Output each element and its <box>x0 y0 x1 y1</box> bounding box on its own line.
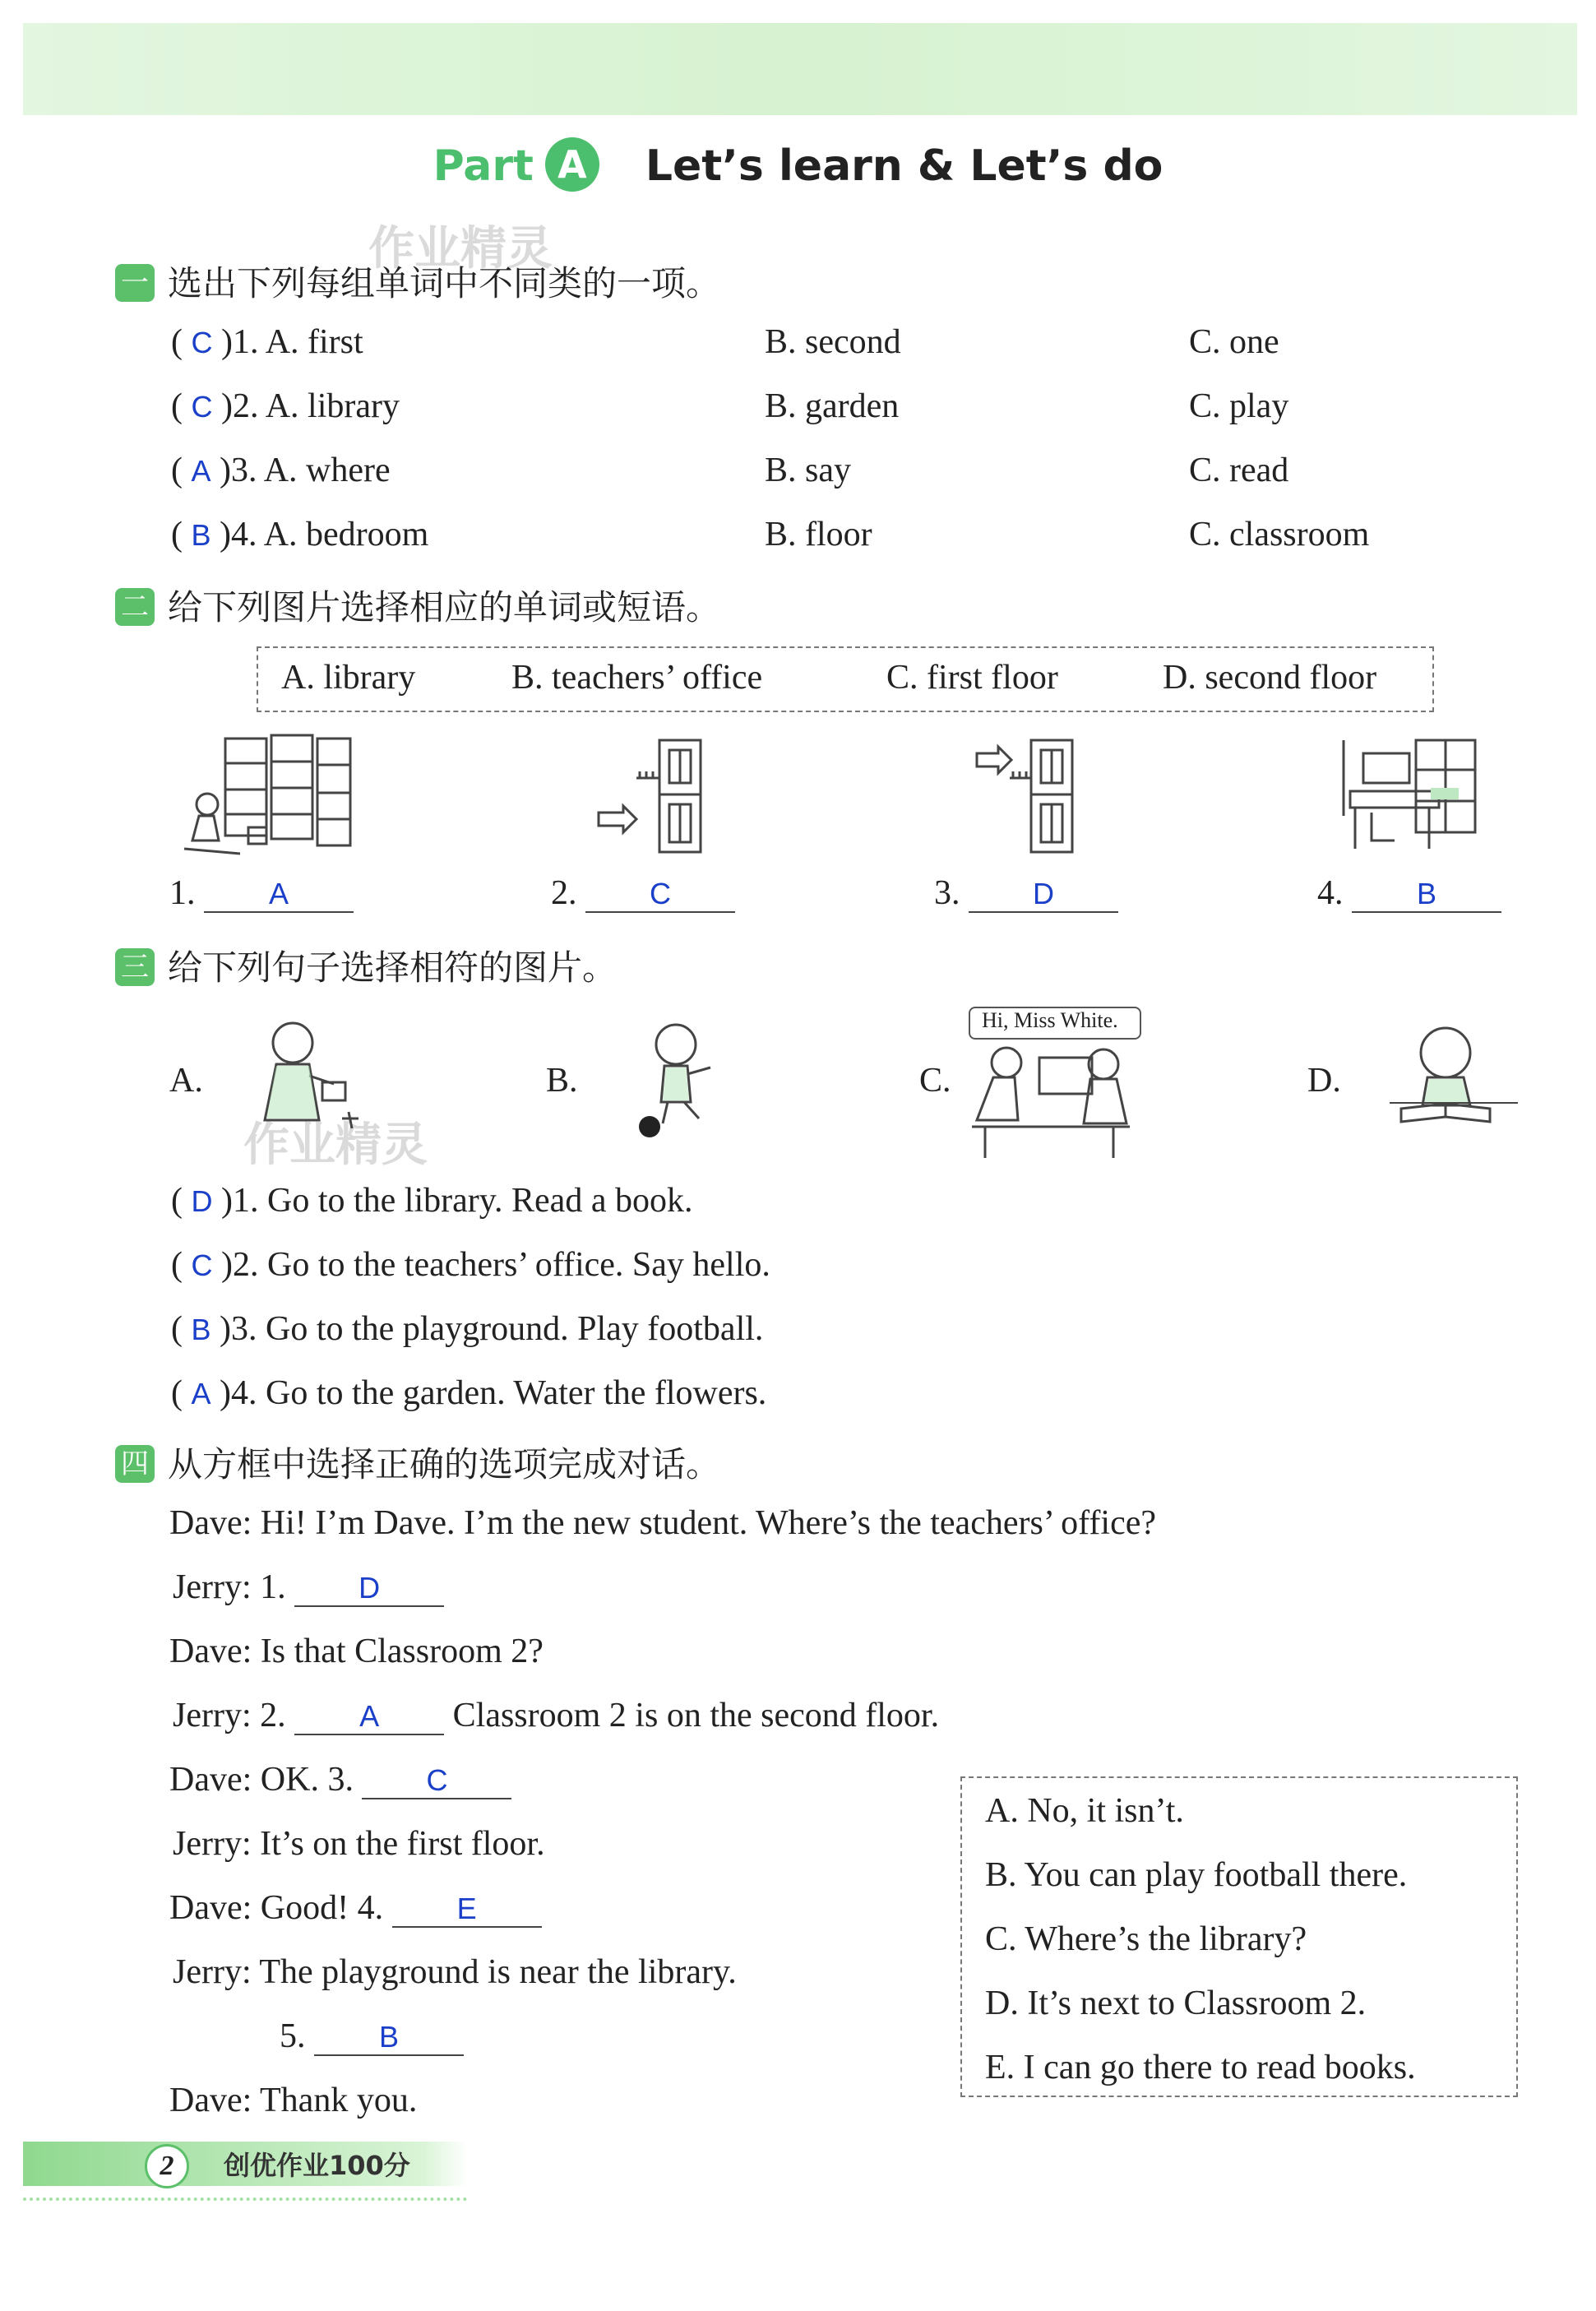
sentence-row: ( C )2. Go to the teachers’ office. Say hello. <box>171 1246 770 1284</box>
option-c: C. one <box>1189 323 1279 361</box>
second-floor-picture <box>974 737 1089 857</box>
picture-label-d: D. <box>1307 1062 1341 1100</box>
box-option: E. I can go there to read books. <box>985 2049 1416 2086</box>
section-3-badge: 三 <box>115 948 155 986</box>
teachers-office-picture <box>969 1038 1133 1158</box>
footer-dotted-line <box>23 2198 467 2201</box>
picture-3-answer: 3. D <box>934 873 1118 913</box>
boy-reading-picture <box>1390 1020 1521 1143</box>
footer-brand: 创优作业100分 <box>224 2150 410 2181</box>
answer: A <box>191 454 211 488</box>
dialogue-line: Jerry: The playground is near the library. <box>173 1953 737 1991</box>
word-option: D. second floor <box>1163 659 1377 697</box>
box-option: A. No, it isn’t. <box>985 1792 1184 1830</box>
title-text: Let’s learn & Let’s do <box>645 141 1163 191</box>
dialogue-line: Dave: Good! 4. E <box>169 1888 542 1928</box>
option-b: B. second <box>765 323 901 361</box>
dialogue-line: Dave: Thank you. <box>169 2082 418 2119</box>
box-option: C. Where’s the library? <box>985 1920 1307 1958</box>
part-label: Part <box>433 141 534 191</box>
section-4-heading: 四 从方框中选择正确的选项完成对话。 <box>115 1438 720 1487</box>
option-b: B. floor <box>765 516 872 553</box>
picture-label-c: C. <box>919 1062 951 1100</box>
option-b: B. garden <box>765 387 900 425</box>
question-row: ( B )4. A. bedroom <box>171 516 429 553</box>
library-picture <box>183 732 355 864</box>
answer: C <box>191 326 213 359</box>
page-title <box>0 141 1596 196</box>
picture-label-b: B. <box>546 1062 578 1100</box>
part-letter-badge: A <box>545 137 599 192</box>
question-row: ( A )3. A. where <box>171 452 391 489</box>
dialogue-line: Dave: OK. 3. C <box>169 1760 511 1799</box>
first-floor-picture <box>594 737 709 857</box>
section-1-heading: 一 选出下列每组单词中不同类的一项。 <box>115 257 720 306</box>
picture-label-a: A. <box>169 1062 203 1100</box>
option-c: C. read <box>1189 452 1289 489</box>
top-band <box>23 23 1577 115</box>
answer: A <box>191 1377 211 1410</box>
picture-d-line <box>1390 1102 1518 1104</box>
section-4-badge: 四 <box>115 1445 155 1483</box>
boy-football-picture <box>633 1017 732 1140</box>
picture-4-answer: 4. B <box>1317 873 1501 913</box>
watermark: 作业精灵 <box>368 222 553 276</box>
picture-2-answer: 2. C <box>551 873 735 913</box>
dialogue-line: Dave: Hi! I’m Dave. I’m the new student. Where’s the teachers’ office? <box>169 1504 1156 1542</box>
answer: C <box>191 1248 213 1282</box>
option-c: C. play <box>1189 387 1289 425</box>
watermark: 作业精灵 <box>243 1118 428 1172</box>
question-row: ( C )1. A. first <box>171 323 363 361</box>
answer: B <box>191 518 211 552</box>
dialogue-line: 5. B <box>280 2017 464 2056</box>
section-3-heading: 三 给下列句子选择相符的图片。 <box>115 941 617 990</box>
word-option: C. first floor <box>886 659 1058 697</box>
office-picture <box>1339 734 1495 857</box>
section-1-badge: 一 <box>115 264 155 302</box>
sentence-row: ( B )3. Go to the playground. Play football. <box>171 1310 764 1348</box>
speech-bubble-text: Hi, Miss White. <box>982 1008 1118 1032</box>
sentence-row: ( A )4. Go to the garden. Water the flowers. <box>171 1374 767 1412</box>
option-c: C. classroom <box>1189 516 1370 553</box>
sentence-row: ( D )1. Go to the library. Read a book. <box>171 1182 693 1220</box>
dialogue-line: Dave: Is that Classroom 2? <box>169 1633 544 1670</box>
dialogue-line: Jerry: 2. A Classroom 2 is on the second floor. <box>173 1697 940 1734</box>
answer: D <box>191 1184 213 1218</box>
section-2-badge: 二 <box>115 588 155 626</box>
picture-1-answer: 1. A <box>169 873 354 913</box>
word-option: B. teachers’ office <box>511 659 763 697</box>
box-option: D. It’s next to Classroom 2. <box>985 1984 1367 2022</box>
question-row: ( C )2. A. library <box>171 387 400 425</box>
answer: C <box>191 390 213 424</box>
dialogue-line: Jerry: It’s on the first floor. <box>173 1825 545 1863</box>
girl-watering-picture <box>243 1013 367 1137</box>
page-number: 2 <box>145 2144 189 2188</box>
answer: B <box>191 1313 211 1346</box>
word-option: A. library <box>281 659 416 697</box>
section-2-heading: 二 给下列图片选择相应的单词或短语。 <box>115 581 720 630</box>
box-option: B. You can play football there. <box>985 1856 1408 1894</box>
option-b: B. say <box>765 452 851 489</box>
dialogue-line: Jerry: 1. D <box>173 1568 444 1607</box>
